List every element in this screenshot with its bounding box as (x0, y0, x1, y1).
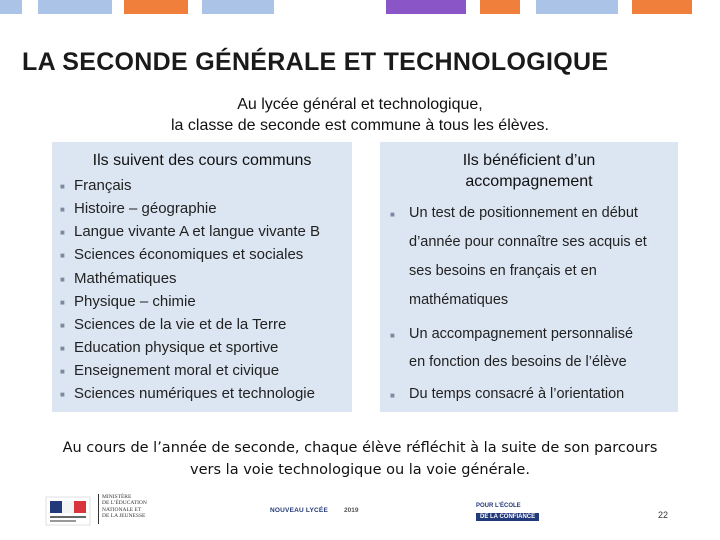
square-bullet-icon: ■ (60, 344, 65, 353)
intro-text (0, 94, 720, 136)
marianne-logo-icon (44, 493, 92, 527)
support-item-line: d’année pour connaître ses acquis et (409, 234, 647, 250)
conclusion-line: vers la voie technologique ou la voie générale. (190, 462, 530, 478)
course-item: Sciences de la vie et de la Terre (74, 316, 287, 333)
ministry-line: DE L’ÉDUCATION (102, 500, 147, 507)
course-item: Langue vivante A et langue vivante B (74, 223, 321, 240)
square-bullet-icon: ■ (60, 205, 65, 214)
strip-block (0, 0, 22, 14)
conclusion-line: Au cours de l’année de seconde, chaque élève réfléchit à la suite de son parcours (62, 440, 658, 456)
ministry-line: DE LA JEUNESSE (102, 513, 146, 520)
panel-heading: Ils suivent des cours communs (92, 152, 312, 169)
conclusion-text (0, 437, 720, 481)
square-bullet-icon: ■ (60, 251, 65, 260)
square-bullet-icon: ■ (60, 321, 65, 330)
support-item-line: Un test de positionnement en début (409, 205, 638, 221)
ecole-confiance-logo-line: DE LA CONFIANCE (476, 513, 539, 521)
strip-block (38, 0, 112, 14)
accompaniment-panel (380, 142, 678, 412)
strip-block (480, 0, 520, 14)
panel-heading-line: accompagnement (465, 173, 593, 190)
ecole-confiance-logo-line: POUR L’ÉCOLE (476, 503, 521, 509)
panel-heading-line: Ils bénéficient d’un (462, 152, 596, 169)
course-item: Sciences numériques et technologie (74, 385, 315, 402)
course-item: Education physique et sportive (74, 339, 279, 356)
square-bullet-icon: ■ (60, 275, 65, 284)
square-bullet-icon: ■ (60, 182, 65, 191)
square-bullet-icon: ■ (60, 390, 65, 399)
intro-line: la classe de seconde est commune à tous les élèves. (171, 117, 549, 134)
ministry-line: MINISTÈRE (102, 494, 132, 500)
strip-block (124, 0, 188, 14)
strip-block (632, 0, 692, 14)
square-bullet-icon: ■ (60, 228, 65, 237)
ministry-line: NATIONALE ET (102, 506, 142, 513)
page-number: 22 (658, 510, 669, 520)
common-courses-panel (52, 142, 352, 412)
course-item: Enseignement moral et civique (74, 362, 280, 379)
square-bullet-icon: ■ (60, 298, 65, 307)
course-item: Physique – chimie (74, 293, 196, 310)
course-item: Mathématiques (74, 270, 177, 287)
square-bullet-icon: ■ (60, 367, 65, 376)
intro-line: Au lycée général et technologique, (237, 96, 483, 113)
course-item: Sciences économiques et sociales (74, 246, 304, 263)
nouveau-lycee-year: 2019 (344, 507, 359, 514)
nouveau-lycee-logo: NOUVEAU LYCÉE (270, 507, 328, 514)
top-color-strip (0, 0, 720, 14)
square-bullet-icon: ■ (390, 210, 395, 219)
course-item: Français (74, 177, 132, 194)
support-item-line: en fonction des besoins de l’élève (409, 354, 627, 370)
support-item-line: Du temps consacré à l’orientation (409, 386, 625, 402)
support-item-line: ses besoins en français et en (409, 263, 597, 279)
strip-block (202, 0, 274, 14)
square-bullet-icon: ■ (390, 391, 395, 400)
support-item-line: Un accompagnement personnalisé (409, 326, 634, 342)
ministry-name (102, 494, 162, 520)
square-bullet-icon: ■ (390, 331, 395, 340)
support-item-line: mathématiques (409, 292, 509, 308)
strip-block (536, 0, 618, 14)
panel-heading (380, 150, 678, 192)
course-item: Histoire – géographie (74, 200, 217, 217)
slide-title: LA SECONDE GÉNÉRALE ET TECHNOLOGIQUE (22, 48, 609, 76)
strip-block (386, 0, 466, 14)
ministry-divider (98, 494, 99, 524)
